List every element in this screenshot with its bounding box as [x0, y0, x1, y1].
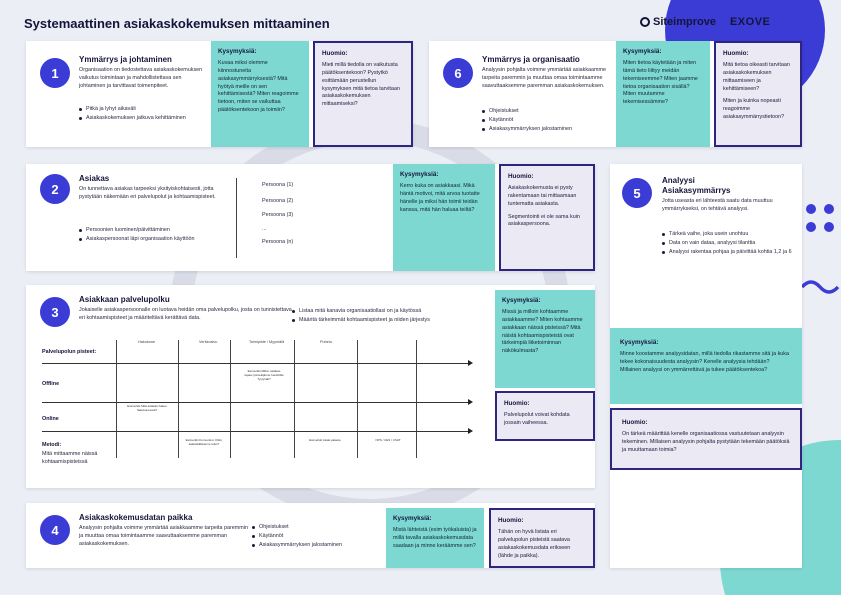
bullet-item: Asiakaskokemuksen jatkuva kehittäminen	[79, 114, 203, 122]
step-number: 6	[443, 58, 473, 88]
persona-item: Persoona (n)	[262, 239, 294, 245]
questions-heading: Kysymyksiä:	[393, 515, 432, 522]
decor-dot	[824, 222, 834, 232]
journey-line	[42, 402, 469, 403]
arrow-icon	[468, 428, 473, 434]
journey-line	[42, 431, 469, 432]
arrow-icon	[468, 399, 473, 405]
questions-text: Minne koostamme analyysidatan, millä tiedolla rikastamme sitä ja kuka tekee kokonaisuudesta analyysin? Kenelle analyysia tehdään? Millainen analyysi on ymmärrettävä ja tukee päätöksentekoa?	[620, 351, 789, 373]
note-box	[313, 41, 413, 147]
bullet-item: Määritä tärkeimmät kohtaamispisteet ja niiden järjestys	[292, 316, 487, 324]
grid-column-line	[294, 340, 295, 458]
note-text: Mitä tietoa oikeasti tarvitaan asiakaskokemuksen mittaamiseen ja kehittämiseen?	[723, 62, 790, 92]
note-text: Miten ja kuinka nopeasti reagoimme asiakasymmärrystietoon?	[723, 98, 785, 121]
questions-text: Kerro kuka on asiakkaasi. Mikä häntä motivoi, mitä arvoa tuotatte hänelle ja miksi hän toimii teidän kanssa, mitä hän haluaa teiltä?	[400, 183, 480, 213]
card-heading: Asiakaskokemusdatan paikka	[79, 513, 193, 522]
card-body: Jotta useasta eri lähteestä saatu data muuttuu ymmärrykseksi, on tehtävä analyysi.	[662, 198, 773, 212]
decor-dot	[806, 222, 816, 232]
note-heading: Huomio:	[723, 50, 749, 57]
questions-text: Missä ja milloin kohtaamme asiakkaamme? Miten kohtaamme asiakkaan näissä pisteissä? Mitä näistä kohtaamispisteistä ovat tärkeimpiä liiketoiminnan näkökulmasta?	[502, 309, 583, 355]
questions-heading: Kysymyksiä:	[620, 339, 659, 346]
note-text: Segmentointi ei ole sama kuin asiakaspersoona.	[508, 213, 580, 228]
row-label-touchpoints: Palvelupolun pisteet:	[42, 349, 97, 355]
note-heading: Huomio:	[498, 517, 524, 524]
questions-box	[610, 328, 802, 404]
logos	[640, 16, 770, 28]
card-heading: Asiakasymmärrys	[662, 186, 731, 195]
step-number: 4	[40, 515, 70, 545]
bullet-list	[292, 307, 487, 325]
example-note: NPS / CES / CSAT	[375, 438, 401, 442]
note-text: Palvelupolut voivat kohdata jossain vaiheessa.	[504, 412, 570, 426]
persona-item: Persoona (2)	[262, 198, 294, 204]
decor-dot	[806, 204, 816, 214]
step-number: 3	[40, 297, 70, 327]
note-text: Asiakaskokemusta ei pysty rakentamaan tai mittaamaan tuntematta asiakasta.	[508, 185, 577, 207]
note-heading: Huomio:	[622, 419, 648, 426]
example-note: Esimerkki Millon asiakas tapaa työntekijänne henkilölle Tyytyväit?	[244, 369, 284, 381]
questions-box	[211, 41, 309, 147]
bullet-item: Asiakasymmärryksen jalostaminen	[482, 125, 612, 133]
bullet-list	[79, 105, 203, 123]
questions-box	[495, 290, 595, 388]
grid-column-line	[230, 340, 231, 458]
row-label-offline: Offline	[42, 381, 60, 387]
step-number: 1	[40, 58, 70, 88]
bullet-list	[482, 107, 612, 134]
note-box	[489, 508, 595, 568]
journey-line	[42, 363, 469, 364]
step-number: 2	[40, 174, 70, 204]
column-header: Verkkosivu	[199, 340, 218, 344]
wave-icon	[802, 282, 838, 292]
note-heading: Huomio:	[322, 50, 348, 57]
step-number: 5	[622, 178, 652, 208]
persona-divider	[236, 178, 237, 258]
bullet-list	[79, 226, 219, 244]
siteimprove-logo-icon	[640, 17, 650, 27]
note-box	[499, 164, 595, 271]
bullet-item: Pitkä ja lyhyt aikaväli	[79, 105, 203, 113]
note-text: Tähän on hyvä listata eri palvelupolun pisteistä saatava asiakaskokemusdata erikseen (lähde ja paikka).	[498, 529, 571, 559]
card-understanding-leadership	[26, 41, 413, 147]
row-label-method-desc: Mitä mittaamme näissä kohtaamispisteissä	[42, 451, 98, 465]
bullet-item: Asiakasymmärryksen jalostaminen	[252, 541, 392, 549]
card-customer	[26, 164, 595, 271]
questions-heading: Kysymyksiä:	[218, 48, 257, 55]
questions-heading: Kysymyksiä:	[623, 48, 662, 55]
note-box	[714, 41, 802, 147]
column-header: Toimipiste / Myymälä	[249, 340, 285, 344]
questions-box	[616, 41, 710, 147]
bullet-item: Asiakaspersoonat läpi organisaation käyttöön	[79, 235, 219, 243]
card-heading: Asiakkaan palvelupolku	[79, 295, 170, 304]
grid-column-line	[357, 340, 358, 458]
bullet-item: Tärkeä vaihe, joka usein unohtuu	[662, 230, 792, 238]
bullet-list	[662, 230, 792, 257]
row-label-method: Metodi:	[42, 442, 62, 448]
card-heading: Analyysi	[662, 176, 695, 185]
row-label-online: Online	[42, 416, 59, 422]
card-customer-journey	[26, 285, 595, 488]
bullet-item: Käytännöt	[252, 532, 392, 540]
questions-text: Kuvaa miksi olemme kiinnostuneita asiakasymmärryksestä? Mitä hyötyä meille on sen kehittämisestä? Miten reagoimme tietoon, miten se vaikuttaa päätöksentekoon ja toimiin?	[218, 60, 299, 114]
questions-heading: Kysymyksiä:	[400, 171, 439, 178]
questions-heading: Kysymyksiä:	[502, 297, 541, 304]
example-note: Esimerkki Konversiot, Klikit, aiakasklikkienne tulos?	[185, 438, 223, 446]
bullet-item: Data on vain dataa, analyysi tilanttia	[662, 239, 792, 247]
example-note: Esimerkki Mitä asiakas hakee hakukoneesta?	[127, 404, 167, 412]
siteimprove-logo	[640, 16, 716, 28]
card-body: Analyysin pohjalta voimme ymmärtää asiakkaamme tarpeita paremmin ja muuttaa omaa toimintaamme saavuttaaksemme paremman asiakaskokemuksen.	[79, 525, 248, 547]
questions-text: Mistä lähteistä (esim työkaluista) ja millä tavalla asiakaskokemusdata saadaan ja minne keräämme sen?	[393, 527, 477, 549]
questions-text: Miten tietoa käytetään ja miten tämä tieto liittyy meidän tekemiseemme? Miten jaamme tietoa organisaation sisällä? Miten muutamme tekemisessämme?	[623, 60, 698, 106]
column-header: Puhelu	[320, 340, 332, 344]
grid-column-line	[116, 340, 117, 458]
arrow-icon	[468, 360, 473, 366]
card-body: Organisaation on tiedostettava asiakaskokemuksen vaikutus toimintaan ja mahdollistettava sen johtaminen ja tarvittavat toimenpiteet.	[79, 67, 203, 89]
note-box	[495, 391, 595, 441]
bullet-item: Listaa mitä kanavia organisaatiollasi on ja käytössä	[292, 307, 487, 315]
persona-item: Persoona (3)	[262, 212, 294, 218]
bullet-list	[252, 523, 392, 550]
card-body: On tunnettava asiakas tarpeeksi yksityiskohtaisesti, jotta pystytään näkemään eri palvelupolut ja kohtaamispisteet.	[79, 186, 216, 200]
bullet-item: Käytännöt	[482, 116, 612, 124]
bullet-item: Ohjeistukset	[482, 107, 612, 115]
card-heading: Ymmärrys ja organisaatio	[482, 55, 580, 64]
persona-item: ...	[262, 226, 267, 232]
persona-item: Persoona (1)	[262, 182, 294, 188]
note-text: On tärkeä määrittää kenelle organisaatiossa vastuutetaan analyysin tekeminen. Millaisen analyysin pohjalta pystytään tekemään päätöksiä ja muuttamaan toimia?	[622, 431, 790, 453]
note-heading: Huomio:	[508, 173, 534, 180]
exove-logo: EXOVE	[729, 16, 771, 28]
card-analysis	[610, 164, 802, 568]
note-box	[610, 408, 802, 470]
card-body: Analyysin pohjalta voimme ymmärtää asiakkaamme tarpeita paremmin ja muuttaa omaa toimintaamme saavuttaaksemme paremman asiakaskokemuksen.	[482, 67, 607, 89]
card-understanding-organisation	[429, 41, 802, 147]
page-title: Systemaattinen asiakaskokemuksen mittaaminen	[24, 16, 330, 31]
grid-column-line	[178, 340, 179, 458]
column-header: Hakukone	[138, 340, 156, 344]
questions-box	[393, 164, 495, 271]
siteimprove-logo-text: Siteimprove	[653, 16, 716, 28]
decor-dot	[824, 204, 834, 214]
example-note: Esimerkki Asiak.palaute	[309, 438, 341, 442]
grid-column-line	[416, 340, 417, 458]
note-heading: Huomio:	[504, 400, 530, 407]
card-data-location	[26, 503, 595, 568]
card-heading: Asiakas	[79, 174, 110, 183]
note-text: Mieti millä tiedolla on vaikutusta päätöksentekoon? Pystytkö esittämään perustellun kysymyksen mitä tietoa tarvitaan asiakaskokemuksen mittaamiseksi?	[322, 62, 400, 108]
bullet-item: Analyysi rakentaa pohjaa ja päivittää kohtia 1,2 ja 6	[662, 248, 792, 256]
card-heading: Ymmärrys ja johtaminen	[79, 55, 172, 64]
bullet-item: Persoonien luominen/päivittäminen	[79, 226, 219, 234]
questions-box	[386, 508, 484, 568]
bullet-item: Ohjeistukset	[252, 523, 392, 531]
card-body: Jokaiselle asiakaspersoonalle on luotava heidän oma palvelupolku, josta on tunnistettava eri kohtaamispisteet ja määriteltävä kerättävä data.	[79, 307, 292, 321]
